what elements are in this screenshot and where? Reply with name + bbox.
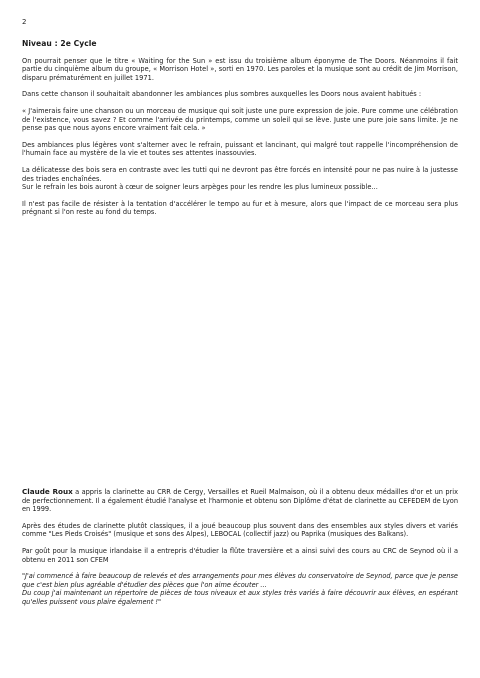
composer-quote-line: "J'ai commencé à faire beaucoup de relevés et des arrangements pour mes élèves du conservatoire de Seynod, parce que je pense que c'est bien plus agréable d'étudier des pièces que l'on aime écouter ... (22, 572, 458, 589)
woodwinds-paragraph: La délicatesse des bois sera en contraste avec les tutti qui ne devront pas être forcés en intensité pour ne pas nuire à la justesse des triades enchaînées. (22, 165, 458, 183)
composer-bio (22, 488, 458, 607)
ambiance-paragraph: Des ambiances plus légères vont s'alterner avec le refrain, puissant et lancinant, qui malgré tout rappelle l'incompréhension de l'humain face au mystère de la vie et toutes ses attentes inassouvies. (22, 140, 458, 158)
tempo-paragraph: Il n'est pas facile de résister à la tentation d'accélérer le tempo au fur et à mesure, alors que l'impact de ce morceau sera plus prégnant si l'on reste au fond du temps. (22, 199, 458, 217)
chorus-paragraph: Sur le refrain les bois auront à cœur de soigner leurs arpèges pour les rendre les plus lumineux possible... (22, 183, 378, 192)
composer-quote-line: Du coup j'ai maintenant un répertoire de pièces de tous niveaux et aux styles très variés à faire découvrir aux élèves, en espérant qu'elles puissent vous plaire également !" (22, 589, 458, 606)
bio-intro-paragraph (22, 488, 458, 514)
bio-career-paragraph: Après des études de clarinette plutôt classiques, il a joué beaucoup plus souvent dans des ensembles aux styles divers et variés comme "Les Pieds Croisés" (musique et sons des Alpes), LEBOCAL (collectif jazz) ou Paprika (musiques des Balkans). (22, 521, 458, 539)
main-content (22, 40, 458, 225)
composer-name: Claude Roux (22, 487, 73, 496)
morrison-quote-paragraph: « J'aimerais faire une chanson ou un morceau de musique qui soit juste une pure expression de joie. Pure comme une célébration de l'existence, vous savez ? Et comme l'arrivée du printemps, comme un soleil qui se lève. Juste une pure joie sans limite. Je ne pense pas que nous ayons encore vraiment fait cela. » (22, 106, 458, 133)
intro-paragraph: On pourrait penser que le titre « Waiting for the Sun » est issu du troisième album éponyme de The Doors. Néanmoins il fait partie du cinquième album du groupe, « Morrison Hotel », sorti en 1970. Les paroles et la musique sont au crédit de Jim Morrison, disparu prématurément en juillet 1971. (22, 56, 458, 82)
bio-flute-paragraph: Par goût pour la musique irlandaise il a entrepris d'étudier la flûte traversière et a ainsi suivi des cours au CRC de Seynod où il a obtenu en 2011 son CFEM (22, 546, 458, 564)
context-paragraph: Dans cette chanson il souhaitait abandonner les ambiances plus sombres auxquelles les Doors nous avaient habitués : (22, 90, 422, 99)
level-heading: Niveau : 2e Cycle (22, 39, 97, 48)
bio-intro-text: a appris la clarinette au CRR de Cergy, Versailles et Rueil Malmaison, où il a obtenu deux médailles d'or et un prix de perfectionnement. Il a également étudié l'analyse et l'harmonie et obtenu son Diplôme d'état de clarinette au CEFEDEM de Lyon en 1999. (22, 488, 458, 514)
page-number: 2 (22, 18, 27, 26)
